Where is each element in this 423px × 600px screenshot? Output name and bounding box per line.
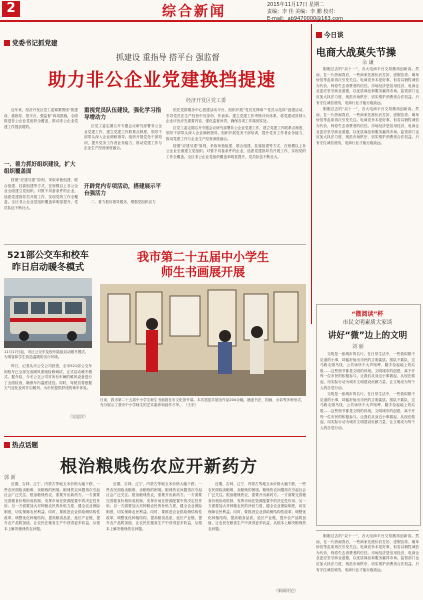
bottom-body-col2: 近期，吉林、辽宁、内蒙古等地玉米价格大幅下跌，一些农民面临卖粮难、卖粮贱的困境。粮贱伤农问题再次引起社会广泛关注。根治粮贱伤农，需要开出新药方。一方面要完善粮食价格形成机制，发挥市场在资源配置中的决定性作用；另一方面要加大对种粮农民的补贴力度，健全农业保险制度，切实保障农民利益。同时，要推进农业供给侧结构性改革，调整优化种植结构，提高粮食品质，延长产业链，提升农产品附加值，让农民在粮食生产中获得更多收益，从根本上解决粮贱伤农问题。: [106, 482, 202, 531]
bus-headline: 521部公交车和校车昨日启动暖冬模式: [7, 251, 89, 273]
square-icon: [4, 442, 10, 448]
today-body: 刚刚过去的“双十一”，各大电商平台交易额再创新高。然而，在一片热闹背后，一些商家先涨价后打折、虚假宣传、刷单炒信等乱象再次引发关注。电商竞争本是好事，但若以牺牲诚信为代价，终将失去消费者的信任。市场经济是信用经济，电商企业更应坚守商业道德，以优质商品和服务赢得市场。监管部门也应加大执法力度，规范市场秩序，切实维护消费者合法权益。只有守住诚信底线，电商行业才能行稳致远。 刚刚过去的“双十一”，各大电商平台交易额再创新高。然而，在一片热闹背后，一些商家先涨价后打折、虚假宣传、刷单炒信等乱象再次引发关注。电商竞争本是好事，但若以牺牲诚信为代价，终将失去消费者的信任。市场经济是信用经济，电商企业更应坚守商业道德，以优质商品和服务赢得市场。监管部门也应加大执法力度，规范市场秩序，切实维护消费者合法权益。只有守住诚信底线，电商行业才能行稳致远。: [316, 67, 419, 145]
right-bottom-body: 刚刚过去的“双十一”，各大电商平台交易额再创新高。然而，在一片热闹背后，一些商家先涨价后打折、虚假宣传、刷单炒信等乱象再次引发关注。电商竞争本是好事，但若以牺牲诚信为代价，终将失去消费者的信任。市场经济是信用经济，电商企业更应坚守商业道德，以优质商品和服务赢得市场。监管部门也应加大执法力度，规范市场秩序，切实维护消费者合法权益。只有守住诚信底线，电商行业才能行稳致远。: [316, 534, 419, 572]
art-headline-line2: 师生书画展开展: [160, 265, 245, 279]
square-icon: [316, 32, 322, 38]
masthead: [0, 0, 423, 22]
lead-body-col1: 按照“应建尽建”原则，采取单独组建、联合组建、挂靠组建等方式，在规模以上非公企业全面建立党组织。对暂不具备条件的企业，选派党建指导员开展工作，实现党的工作全覆盖。全区非公企业党组织覆盖率明显提升，党员队伍不断壮大。: [4, 178, 78, 210]
civility-subkicker: 市民文明素质大家谈: [342, 320, 393, 326]
bottom-divider: [4, 436, 306, 437]
today-author: 余 谦: [362, 60, 374, 66]
lead-byline: 经济开发区党工委: [186, 98, 227, 104]
bottom-section-tag: 热点话题: [4, 440, 38, 449]
art-credit: （王东）: [183, 403, 199, 407]
art-headline-line1: 我市第二十五届中小学生: [136, 250, 269, 264]
divider: [316, 530, 419, 531]
lead-subhead-1: 一、着力抓好组织建设，扩大组织覆盖面: [4, 162, 76, 175]
date-line: 2015年11月17日 星期二: [267, 2, 325, 8]
today-section-tag: 今日谈: [316, 30, 344, 39]
bus-photo: [4, 278, 92, 348]
email-line: E-mail：ab9470000@163.com: [267, 16, 343, 22]
art-headline: [100, 250, 306, 280]
exhibition-illustration: [100, 284, 306, 396]
civility-body: 文明是一座城市的名片。在日常生活中，一些看似微不足道的小事，却能折射出市民的文明素质。排队不插队、过马路走斑马线、公共场所不大声喧哗、随手捡起地上的垃圾……这些细节都是文明的体现。文明城市的创建，离不开每一位市民的积极参与。让我们从身边小事做起，从现在做起，用实际行动为城市文明建设贡献力量，让文明成为每个人的自觉行动。 文明是一座城市的名片。在日常生活中，一些看似微不足道的小事，却能折射出市民的文明素质。排队不插队、过马路走斑马线、公共场所不大声喧哗、随手捡起地上的垃圾……这些细节都是文明的体现。文明城市的创建，离不开每一位市民的积极参与。让我们从身边小事做起，从现在做起，用实际行动为城市文明建设贡献力量，让文明成为每个人的自觉行动。: [320, 352, 415, 430]
lead-subhead-2: 重视党员队伍建设，强化学习指导增动力: [84, 108, 162, 121]
civility-headline: 讲好“微”边上的文明: [327, 331, 408, 341]
divider: [4, 244, 306, 245]
lead-kicker: 抓建设 重指导 搭平台 强监督: [116, 53, 220, 62]
square-icon: [4, 40, 10, 46]
civility-kicker: “微阅读”杯: [351, 311, 384, 318]
bottom-body-col1: 近期，吉林、辽宁、内蒙古等地玉米价格大幅下跌，一些农民面临卖粮难、卖粮贱的困境。粮贱伤农问题再次引起社会广泛关注。根治粮贱伤农，需要开出新药方。一方面要完善粮食价格形成机制，发挥市场在资源配置中的决定性作用；另一方面要加大对种粮农民的补贴力度，健全农业保险制度，切实保障农民利益。同时，要推进农业供给侧结构性改革，调整优化种植结构，提高粮食品质，延长产业链，提升农产品附加值，让农民在粮食生产中获得更多收益，从根本上解决粮贱伤农问题。: [4, 482, 100, 531]
bus-illustration: [4, 278, 92, 348]
lead-headline: 助力非公企业党建换挡提速: [48, 70, 276, 91]
lead-subhead-3: 开辟党内专项活动，搭建展示平台强活力: [84, 184, 162, 197]
lead-intro: 近年来，经济开发区党工委紧紧围绕“抓建设、重指导、搭平台、强监督”四项措施，全面推进非公企业党组织全覆盖，推动非公企业党建工作提质增效。: [4, 108, 78, 129]
bottom-credit: （新闻评论）: [274, 588, 298, 593]
lead-body-col3: 依托党群服务中心搭建活动平台，组织开展“党员先锋岗”“党员示范岗”创建活动，引导党员在生产经营中亮身份、作表率。建立党建工作考核评价体系，将党建成效纳入企业评优评先重要内容，强化监督问责，确保各项工作落到实处。 区党工委定期召开专题会议研究部署非公企业党建工作，建立党建工作联系点制度，领导干部带头深入企业调研指导。组织开展党务干部培训，提升党务工作者业务能力，推动党建工作与企业生产经营深度融合。 按照“应建尽建”原则，采取单独组建、联合组建、挂靠组建等方式，在规模以上非公企业全面建立党组织。对暂不具备条件的企业，选派党建指导员开展工作，实现党的工作全覆盖。全区非公企业党组织覆盖率明显提升，党员队伍不断壮大。: [166, 108, 306, 159]
today-headline: 电商大战莫失节操: [316, 48, 396, 59]
art-photo: [100, 284, 306, 396]
bus-caption: 11月17日起，市区公交车及校车陆续启动暖冬模式，为乘客和学生营造温暖的出行环境。: [4, 350, 89, 359]
masthead-info: [267, 2, 343, 23]
art-caption: 日前，我市第二十五届中小学生师生书画展在市文化馆开幕。本次展览共展出作品200余幅，涵盖书法、国画、水彩等多种形式，充分展示了我市中小学师生的艺术素养和创作才华。 （王东）: [100, 398, 305, 407]
lead-body-col2b: 二、着力抓好指导服务，增强党组织活力: [91, 200, 156, 204]
lead-section-tag: 党委书记抓党建: [4, 38, 58, 47]
lead-body-col2: 区党工委定期召开专题会议研究部署非公企业党建工作，建立党建工作联系点制度，领导干部带头深入企业调研指导。组织开展党务干部培训，提升党务工作者业务能力，推动党建工作与企业生产经营深度融合。: [84, 124, 162, 151]
civility-author: 刘 丽: [352, 344, 364, 350]
editor-line: 责编：李 佳 美编：李 鹏 校对：: [267, 9, 339, 15]
bottom-body-col3: 近期，吉林、辽宁、内蒙古等地玉米价格大幅下跌，一些农民面临卖粮难、卖粮贱的困境。粮贱伤农问题再次引起社会广泛关注。根治粮贱伤农，需要开出新药方。一方面要完善粮食价格形成机制，发挥市场在资源配置中的决定性作用；另一方面要加大对种粮农民的补贴力度，健全农业保险制度，切实保障农民利益。同时，要推进农业供给侧结构性改革，调整优化种植结构，提高粮食品质，延长产业链，提升农产品附加值，让农民在粮食生产中获得更多收益，从根本上解决粮贱伤农问题。: [208, 482, 306, 531]
bottom-author: 郭 新: [4, 475, 16, 481]
page-number: 2: [2, 1, 20, 17]
bus-body: 昨日，记者从市公交公司获悉，全市521部公交车和校车已全部完成暖风系统检修调试，正式启动暖冬模式。据介绍，今冬公交公司对所有车辆的暖风设备进行了全面检查，确保车内温度适宜。同时，驾驶员将根据天气变化及时开启暖风，为市民提供舒适的乘车体验。: [4, 364, 92, 391]
bottom-headline: 根治粮贱伤农应开新药方: [60, 457, 258, 477]
page-title: 综合新闻: [162, 4, 226, 20]
bus-credit: （吴思洋）: [68, 414, 88, 419]
column-divider: [311, 24, 312, 324]
